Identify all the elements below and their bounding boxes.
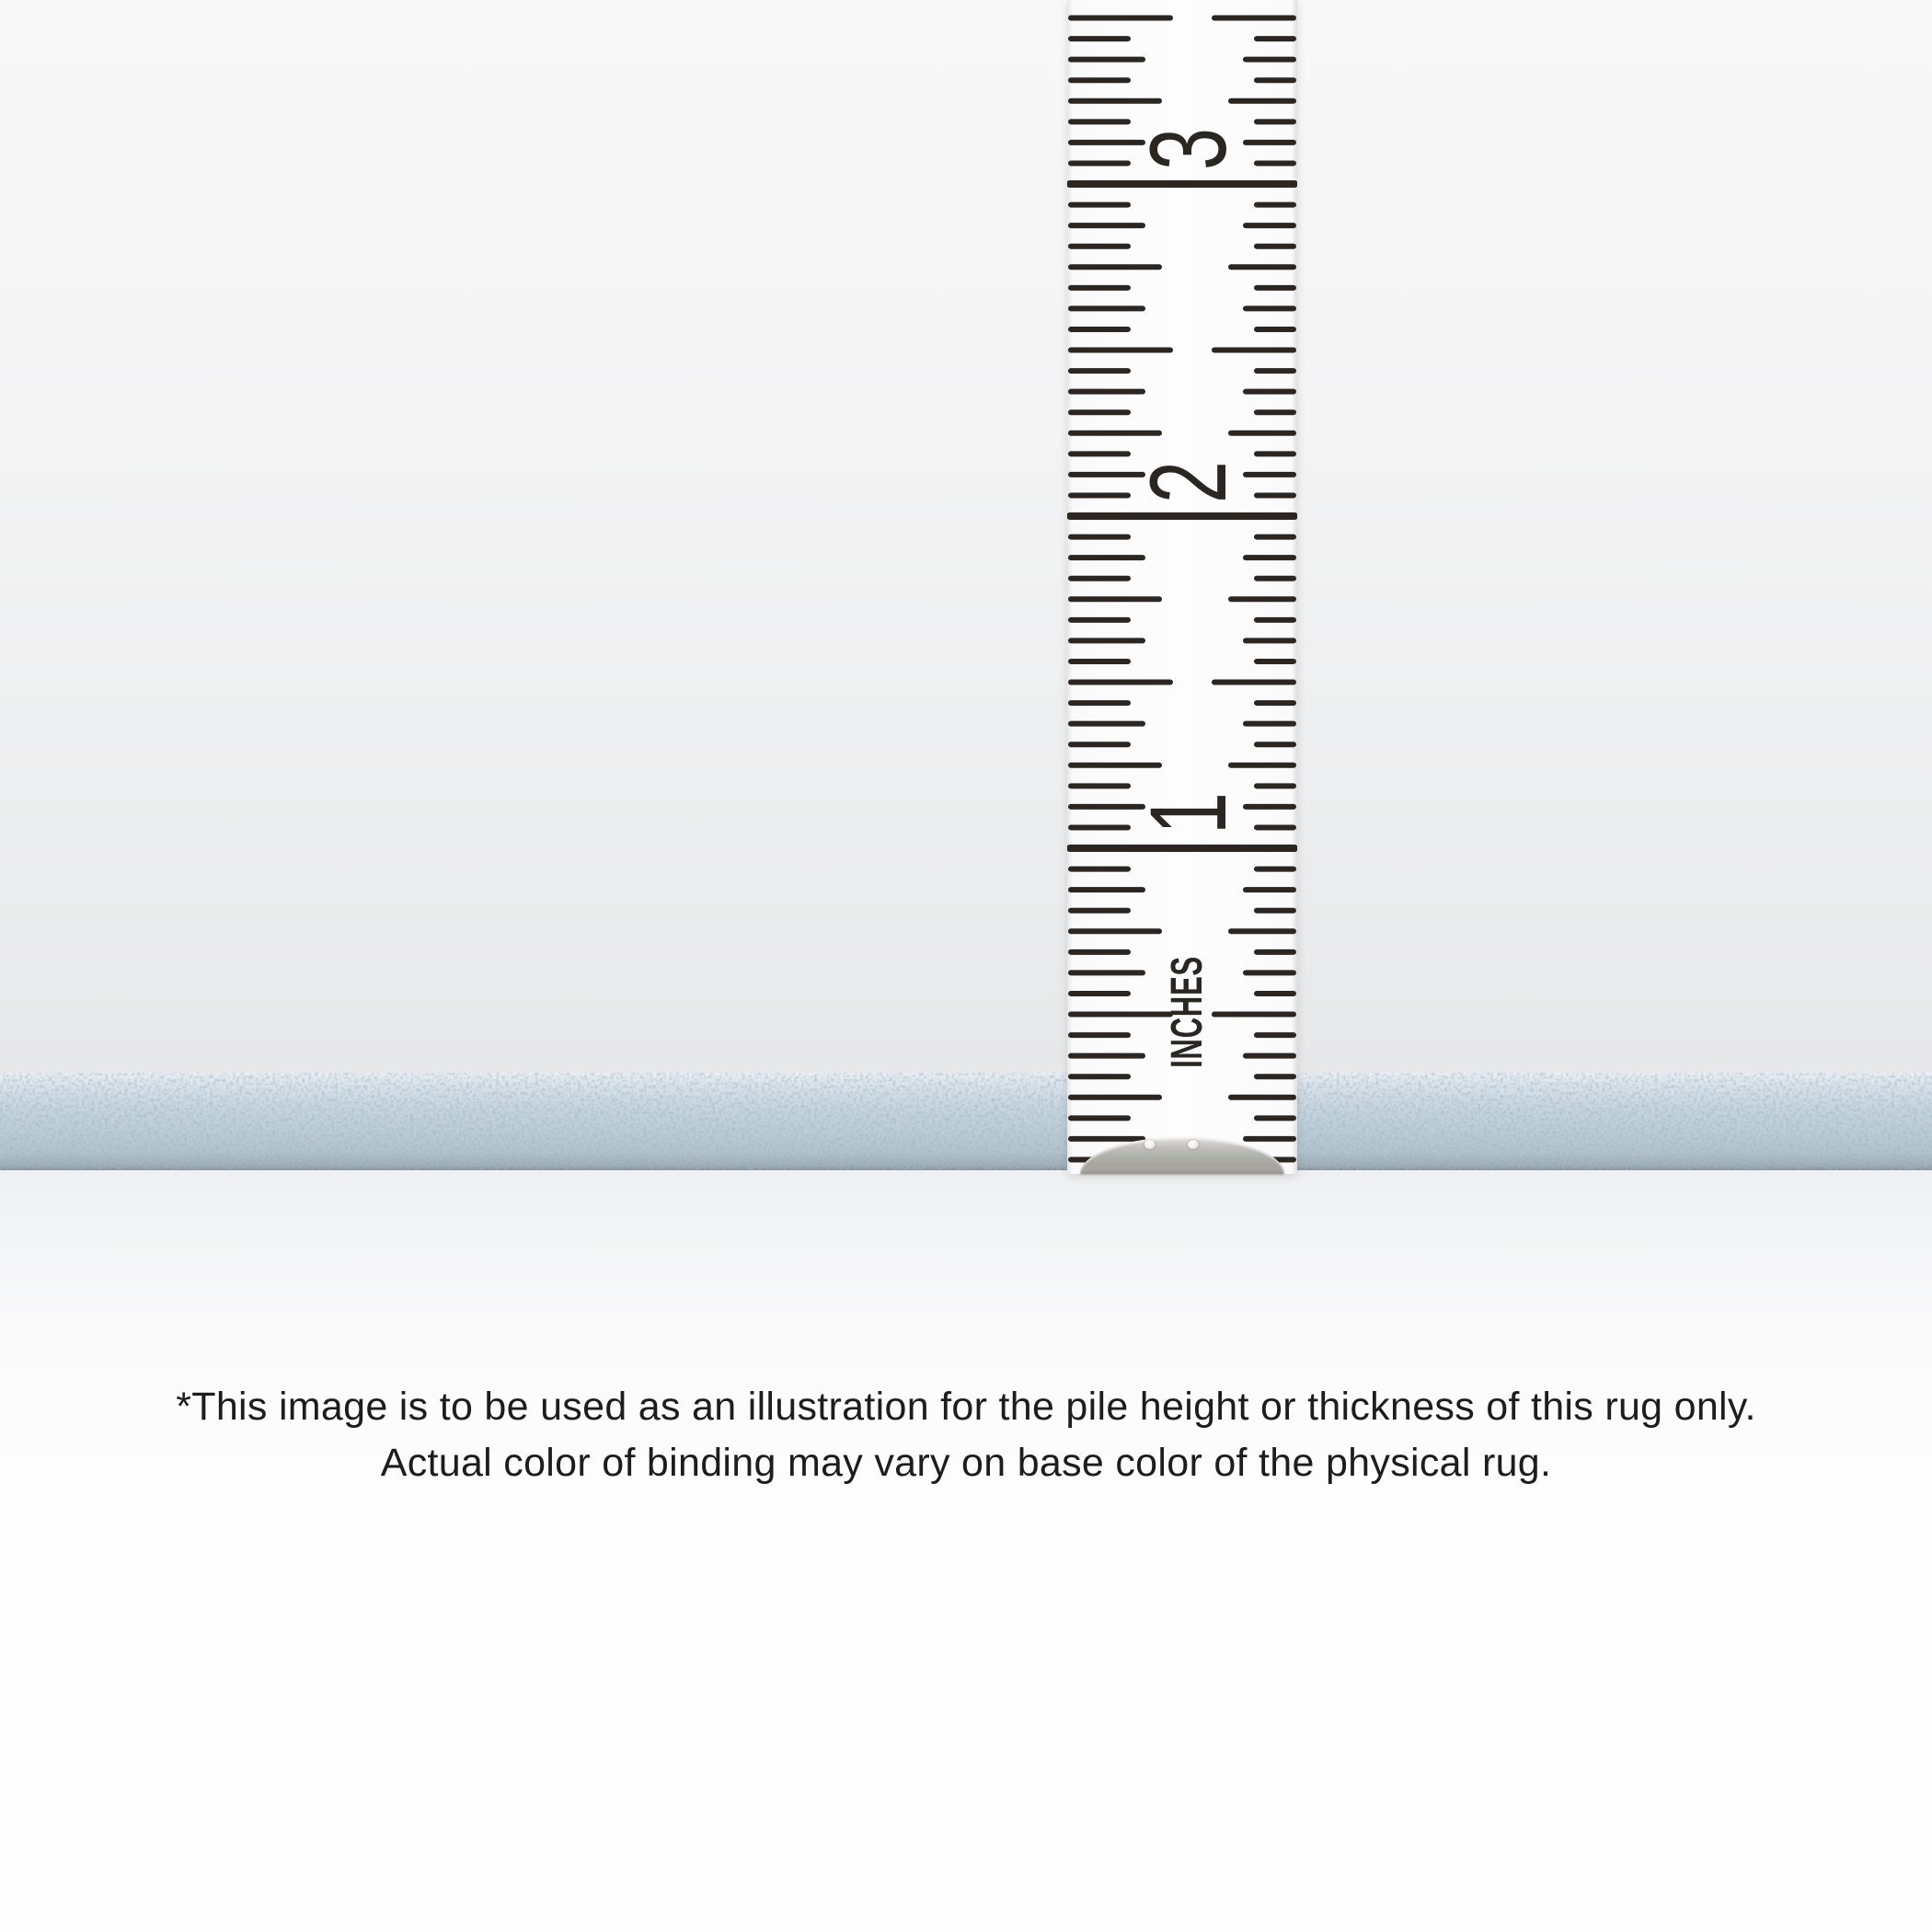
- disclaimer-line-1: *This image is to be used as an illustration for the pile height or thickness of this rug only.: [176, 1385, 1756, 1429]
- ruler-number-3: 3: [1128, 128, 1249, 170]
- floor-surface: [0, 1170, 1932, 1932]
- ruler-number-1: 1: [1128, 792, 1249, 834]
- disclaimer-line-2: Actual color of binding may vary on base color of the physical rug.: [380, 1441, 1552, 1485]
- rivet-icon: [1144, 1140, 1156, 1149]
- rug-edge: [0, 1073, 1932, 1170]
- ruler-unit-label: INCHES: [1163, 956, 1212, 1068]
- ruler-number-2: 2: [1128, 461, 1249, 503]
- rivet-icon: [1188, 1140, 1199, 1149]
- rug-texture: [0, 1073, 1932, 1170]
- disclaimer-caption: [0, 1379, 1932, 1491]
- tape-measure: [1067, 0, 1297, 1174]
